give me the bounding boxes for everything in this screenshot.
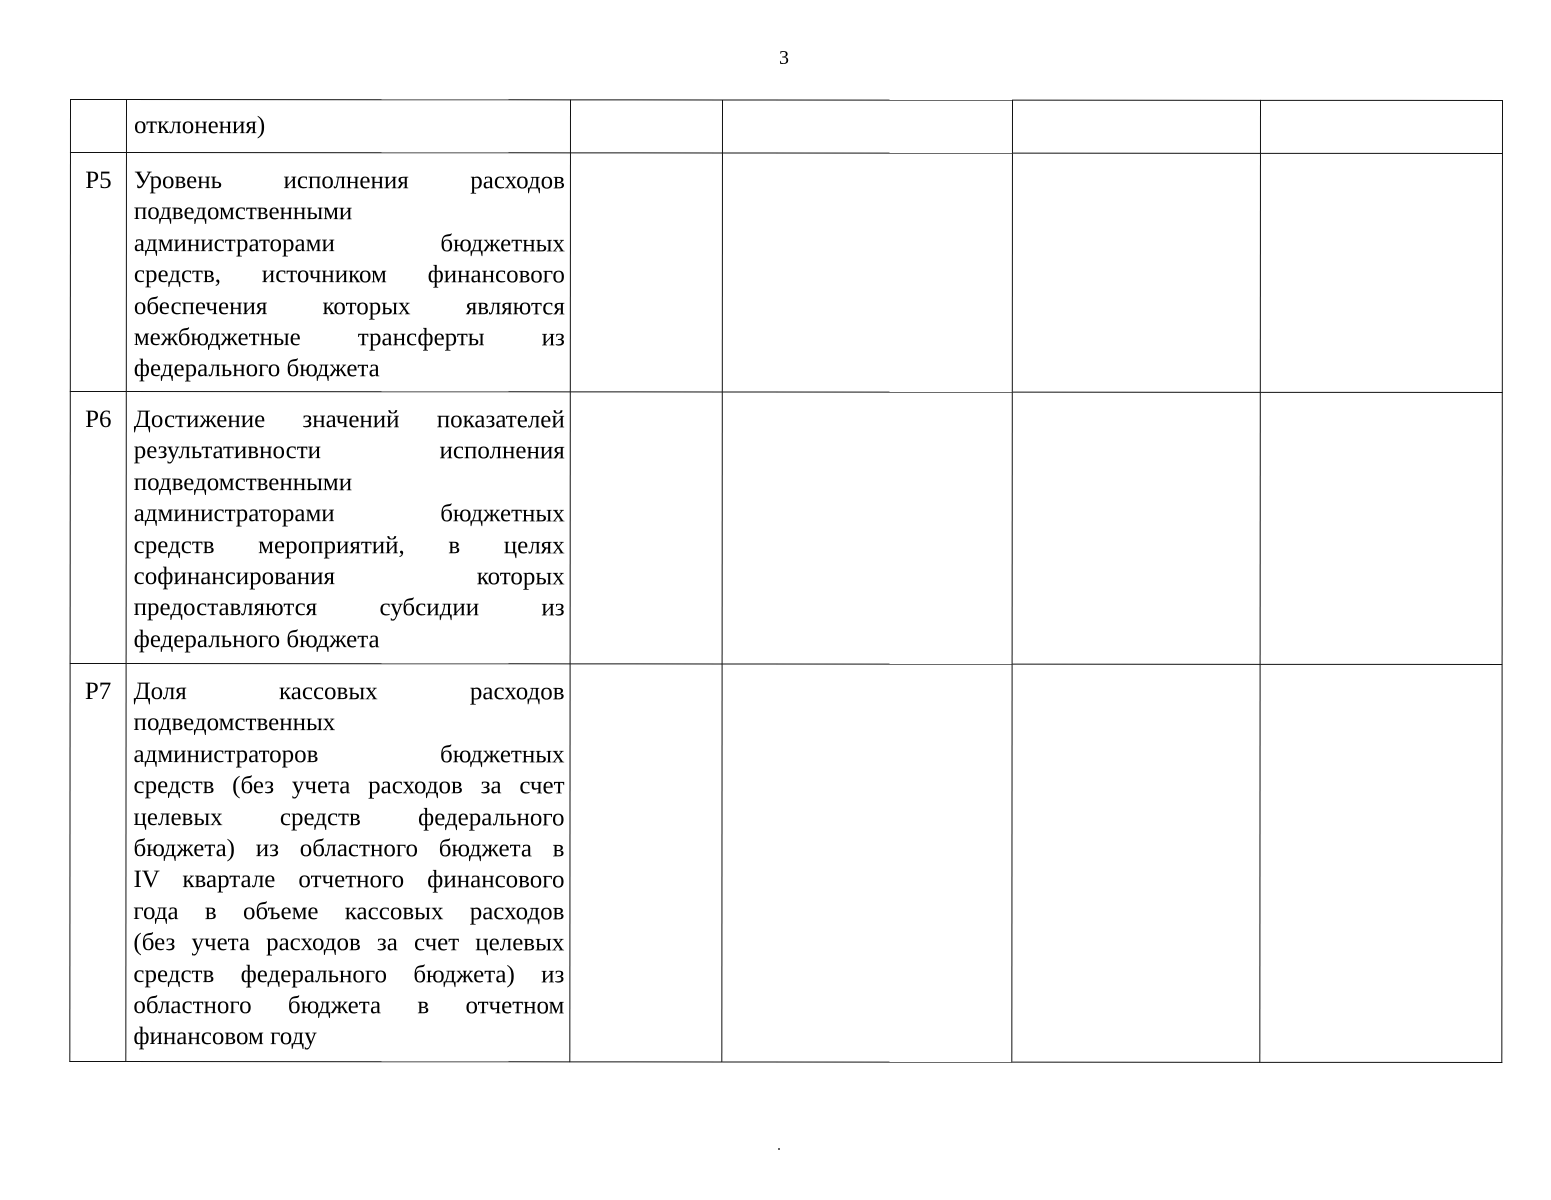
row-code-cell [70, 153, 126, 392]
description-line: обеспечения которых являются [133, 292, 565, 320]
empty-cell [570, 664, 722, 1062]
scan-speck [778, 1148, 780, 1150]
row-description-cell [126, 153, 570, 392]
description-line: бюджета) из областного бюджета в [133, 835, 565, 863]
row-description-cell [126, 392, 570, 664]
description-line: IV квартале отчетного финансового [133, 866, 565, 894]
description-line: межбюджетные трансферты из [133, 324, 565, 352]
description-line: средств, источником финансового [133, 261, 565, 289]
empty-cell [1012, 153, 1260, 392]
row-code-cell [70, 664, 126, 1062]
description-line: подведомственными [133, 198, 353, 226]
row-description-cell [126, 664, 570, 1062]
empty-cell [722, 153, 1012, 392]
description-line: средств мероприятий, в целях [133, 531, 565, 559]
description-line: администраторов бюджетных [133, 740, 565, 769]
description-line: федерального бюджета [133, 625, 380, 654]
description-line: года в объеме кассовых расходов [133, 897, 565, 926]
row-code: Р5 [85, 167, 112, 195]
description-line: предоставляются субсидии из [133, 594, 565, 622]
description-line: средств (без учета расходов за счет [133, 772, 565, 800]
description-line: администраторами бюджетных [133, 500, 565, 528]
empty-cell [1260, 664, 1502, 1062]
empty-cell [570, 392, 722, 664]
row-code: Р7 [84, 678, 112, 706]
description-line: целевых средств федерального [133, 803, 565, 831]
description-line: администраторами бюджетных [133, 229, 565, 258]
description-line: отклонения) [133, 112, 266, 140]
empty-cell [1260, 392, 1502, 664]
empty-cell [1260, 100, 1502, 153]
description-line: результативности исполнения [133, 437, 565, 465]
table-row [70, 100, 1502, 154]
empty-cell [722, 664, 1012, 1062]
table-row [70, 664, 1502, 1063]
empty-cell [722, 100, 1012, 153]
description-line: софинансирования которых [133, 563, 565, 591]
empty-cell [1012, 100, 1260, 153]
empty-cell [570, 153, 722, 392]
row-description-cell [126, 100, 570, 153]
table-row [70, 153, 1502, 393]
empty-cell [1012, 392, 1260, 664]
empty-cell [570, 100, 722, 153]
page-number: 3 [779, 47, 789, 69]
row-code: Р6 [85, 406, 112, 434]
description-line: Уровень исполнения расходов [133, 167, 565, 195]
indicators-table [69, 99, 1503, 1063]
description-line: Достижение значений показателей [133, 406, 565, 434]
description-line: финансовом году [133, 1023, 317, 1051]
description-line: Доля кассовых расходов [133, 678, 565, 706]
table-row [70, 392, 1502, 665]
row-code-cell [70, 100, 126, 153]
description-line: средств федерального бюджета) из [133, 960, 565, 989]
empty-cell [722, 392, 1012, 664]
empty-cell [1260, 153, 1502, 392]
row-code-cell [70, 392, 126, 664]
description-line: подведомственными [133, 468, 353, 497]
empty-cell [1012, 664, 1260, 1062]
description-line: областного бюджета в отчетном [133, 992, 565, 1020]
description-line: подведомственных [133, 709, 336, 737]
description-line: федерального бюджета [133, 355, 380, 383]
description-line: (без учета расходов за счет целевых [133, 929, 565, 957]
